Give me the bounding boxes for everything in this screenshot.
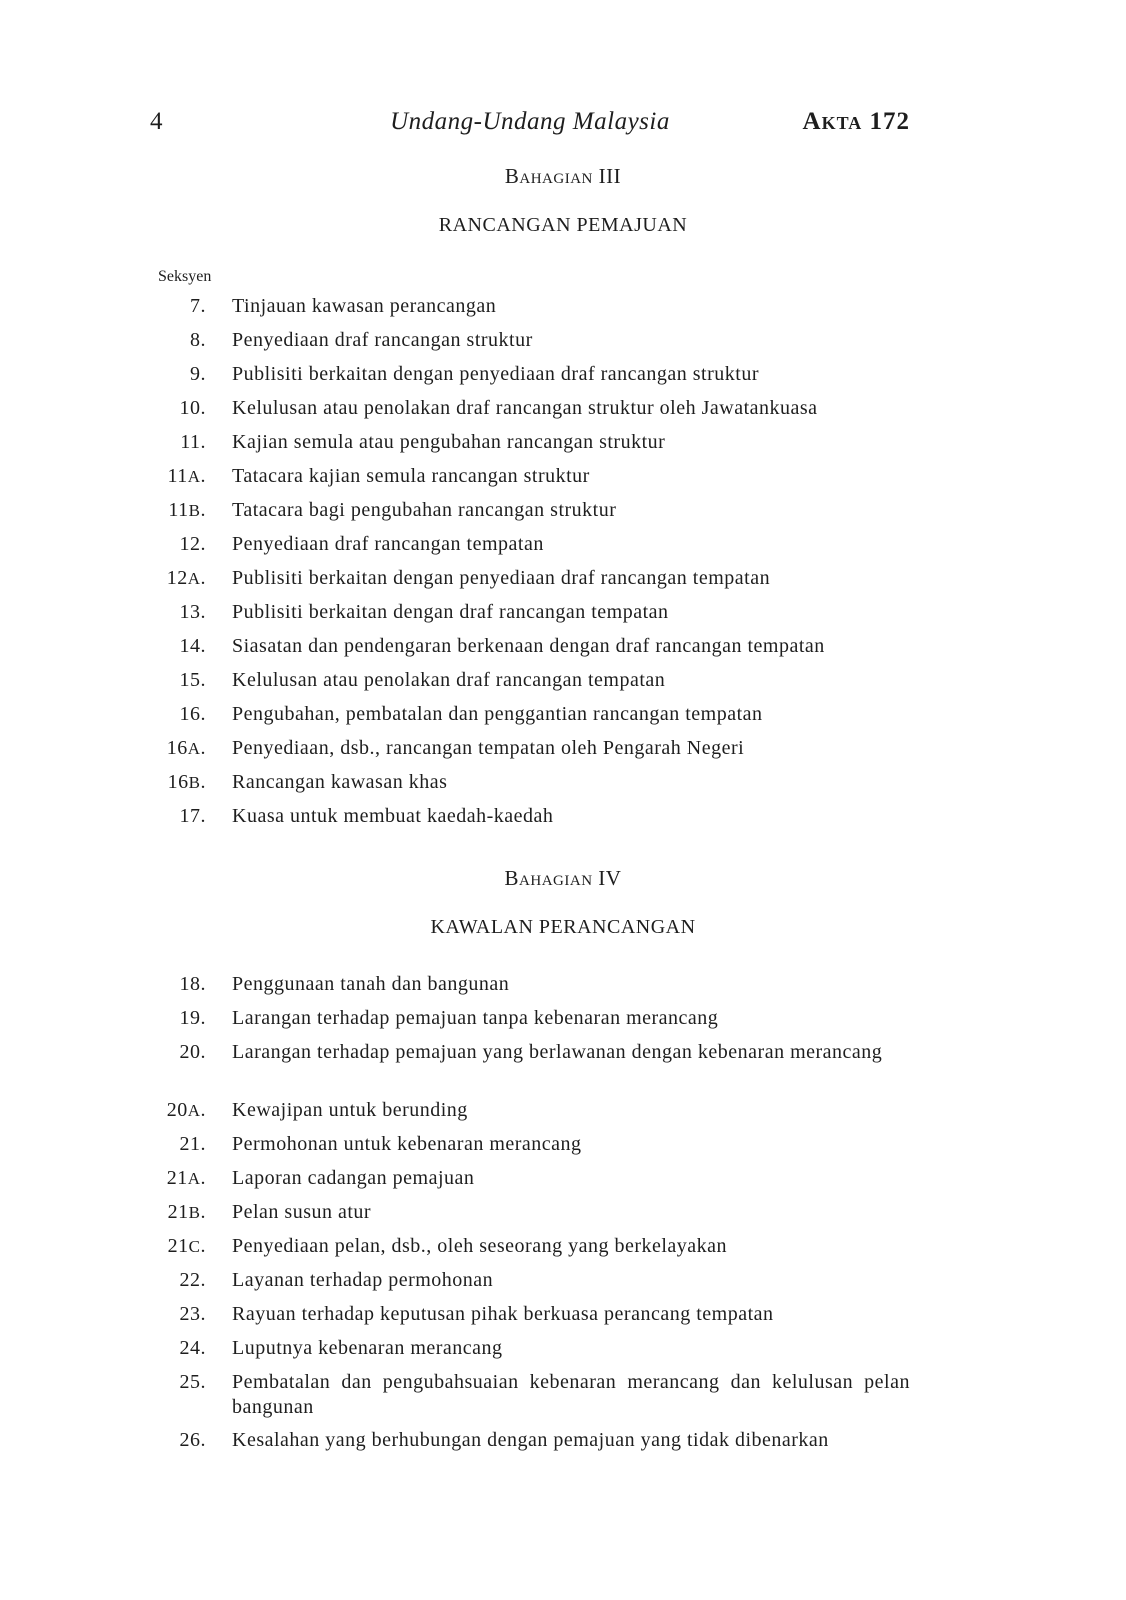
section-number-suffix: A [187, 1169, 201, 1188]
section-number-suffix: B [188, 501, 201, 520]
section-number-value: 15 [179, 669, 201, 691]
section-title: Penyediaan pelan, dsb., oleh seseorang yang berkelayakan [232, 1235, 728, 1257]
section-number: 16B. [167, 771, 206, 793]
section-title: Penyediaan, dsb., rancangan tempatan oleh Pengarah Negeri [232, 737, 745, 759]
section-number-value: 11 [167, 465, 188, 487]
section-number-value: 7 [190, 295, 201, 317]
section-number-value: 19 [179, 1007, 201, 1029]
section-number: 25. [179, 1371, 206, 1393]
section-title: Laporan cadangan pemajuan [232, 1167, 475, 1189]
section-title: Tatacara bagi pengubahan rancangan struktur [232, 499, 617, 521]
section-number-value: 20 [166, 1099, 188, 1121]
section-number: 11. [180, 431, 206, 453]
section-title: Publisiti berkaitan dengan penyediaan draf rancangan tempatan [232, 567, 771, 589]
section-title: Kelulusan atau penolakan draf rancangan tempatan [232, 669, 666, 691]
section-number-value: 22 [179, 1269, 201, 1291]
page-header [150, 108, 910, 144]
section-number: 21A. [166, 1167, 206, 1189]
section-number-value: 20 [179, 1041, 201, 1063]
act-number: 172 [869, 108, 910, 135]
section-title: Permohonan untuk kebenaran merancang [232, 1133, 582, 1155]
section-title: Larangan terhadap pemajuan yang berlawanan dengan kebenaran merancang [232, 1041, 883, 1063]
section-number: 21B. [167, 1201, 206, 1223]
section-number: 9. [190, 363, 206, 385]
section-number-value: 17 [179, 805, 201, 827]
section-number: 20A. [166, 1099, 206, 1121]
section-number-value: 26 [179, 1429, 201, 1451]
part-4-label: Bahagian IV [504, 866, 622, 890]
section-number: 23. [179, 1303, 206, 1325]
section-title: Pengubahan, pembatalan dan penggantian rancangan tempatan [232, 703, 763, 725]
section-title: Luputnya kebenaran merancang [232, 1337, 503, 1359]
section-number-value: 21 [166, 1167, 188, 1189]
act-word: Akta [802, 108, 863, 135]
section-title: Publisiti berkaitan dengan penyediaan draf rancangan struktur [232, 363, 759, 385]
section-number-value: 9 [190, 363, 201, 385]
section-title: Rancangan kawasan khas [232, 771, 448, 793]
section-title: Tatacara kajian semula rancangan struktur [232, 465, 590, 487]
section-title: Penggunaan tanah dan bangunan [232, 973, 510, 995]
section-number-suffix: A [187, 739, 201, 758]
section-title: Tinjauan kawasan perancangan [232, 295, 497, 317]
section-number: 19. [179, 1007, 206, 1029]
section-number: 26. [179, 1429, 206, 1451]
section-title: Larangan terhadap pemajuan tanpa kebenaran merancang [232, 1007, 719, 1029]
section-title: Pelan susun atur [232, 1201, 372, 1223]
section-number-value: 24 [179, 1337, 201, 1359]
section-number: 22. [179, 1269, 206, 1291]
section-number: 12. [179, 533, 206, 555]
section-number-value: 12 [179, 533, 201, 555]
section-number-value: 10 [179, 397, 201, 419]
section-number-value: 13 [179, 601, 201, 623]
section-number-value: 25 [179, 1371, 201, 1393]
section-number: 13. [179, 601, 206, 623]
section-number: 10. [179, 397, 206, 419]
section-title: Publisiti berkaitan dengan draf rancangan tempatan [232, 601, 669, 623]
section-number-value: 18 [179, 973, 201, 995]
section-number: 15. [179, 669, 206, 691]
section-number-suffix: A [187, 467, 201, 486]
section-number-value: 14 [179, 635, 201, 657]
part-4-title: KAWALAN PERANCANGAN [430, 916, 696, 938]
section-number-suffix: C [188, 1237, 201, 1256]
section-number-value: 16 [167, 771, 189, 793]
section-number-value: 12 [166, 567, 188, 589]
page-number: 4 [150, 108, 163, 135]
section-number: 20. [179, 1041, 206, 1063]
section-number: 11A. [167, 465, 206, 487]
section-number-value: 16 [179, 703, 201, 725]
part-3-title: RANCANGAN PEMAJUAN [438, 214, 688, 236]
section-number-value: 16 [166, 737, 188, 759]
section-number-value: 21 [167, 1235, 189, 1257]
section-title: Kelulusan atau penolakan draf rancangan struktur oleh Jawatankuasa [232, 397, 818, 419]
section-number: 11B. [168, 499, 206, 521]
section-number: 18. [179, 973, 206, 995]
section-number: 7. [190, 295, 206, 317]
section-title: Layanan terhadap permohonan [232, 1269, 494, 1291]
section-number: 16. [179, 703, 206, 725]
section-number-value: 23 [179, 1303, 201, 1325]
section-title: Kesalahan yang berhubungan dengan pemajuan yang tidak dibenarkan [232, 1429, 829, 1451]
section-number-suffix: A [187, 1101, 201, 1120]
act-reference [803, 108, 910, 136]
section-number-value: 21 [167, 1201, 189, 1223]
section-number: 14. [179, 635, 206, 657]
section-number: 12A. [166, 567, 206, 589]
section-number: 16A. [166, 737, 206, 759]
section-title: Penyediaan draf rancangan struktur [232, 329, 533, 351]
section-number: 8. [190, 329, 206, 351]
section-number-value: 11 [168, 499, 189, 521]
seksyen-label: Seksyen [158, 268, 212, 285]
section-title: Rayuan terhadap keputusan pihak berkuasa perancang tempatan [232, 1303, 774, 1325]
section-title: Siasatan dan pendengaran berkenaan dengan draf rancangan tempatan [232, 635, 825, 657]
section-number: 21C. [167, 1235, 206, 1257]
section-number: 24. [179, 1337, 206, 1359]
part-3-label: Bahagian III [504, 164, 622, 188]
section-number-value: 21 [179, 1133, 201, 1155]
running-title: Undang-Undang Malaysia [390, 108, 670, 135]
section-title: Kewajipan untuk berunding [232, 1099, 468, 1121]
section-title: Kuasa untuk membuat kaedah-kaedah [232, 805, 554, 827]
section-number-suffix: B [188, 773, 201, 792]
section-number-value: 8 [190, 329, 201, 351]
section-number-suffix: B [188, 1203, 201, 1222]
section-title: Kajian semula atau pengubahan rancangan struktur [232, 431, 666, 453]
section-number: 17. [179, 805, 206, 827]
section-title: Penyediaan draf rancangan tempatan [232, 533, 544, 555]
section-title: Pembatalan dan pengubahsuaian kebenaran merancang dan kelulusan pelan bangunan [232, 1371, 910, 1418]
section-number-suffix: A [187, 569, 201, 588]
section-number: 21. [179, 1133, 206, 1155]
section-number-value: 11 [180, 431, 201, 453]
